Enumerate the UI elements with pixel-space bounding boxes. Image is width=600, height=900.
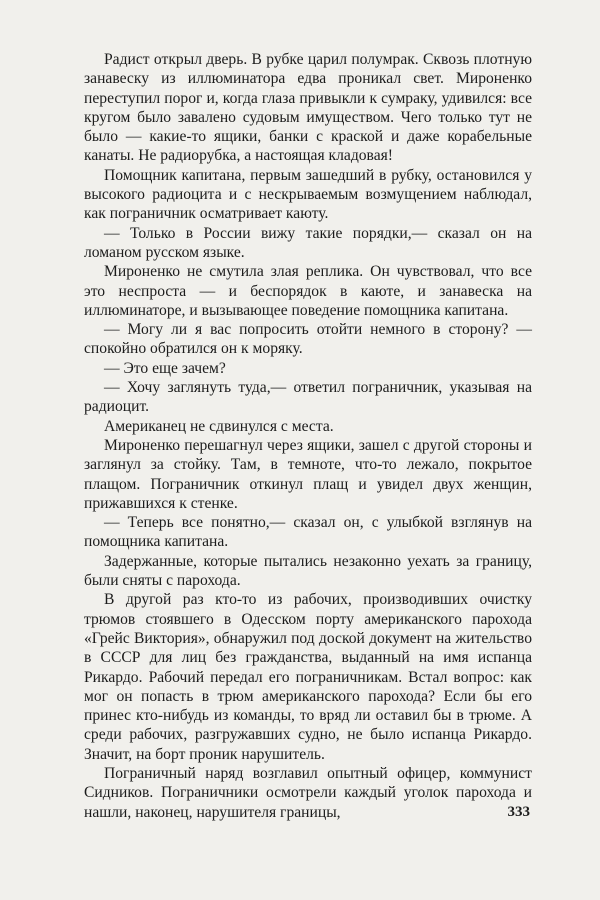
paragraph-10: — Теперь все понятно,— сказал он, с улыбкой взглянув на помощника капитана. <box>84 514 532 551</box>
paragraph-7: — Хочу заглянуть туда,— ответил пограничник, указывая на радиоцит. <box>84 379 532 416</box>
paragraph-9: Мироненко перешагнул через ящики, зашел с другой стороны и заглянул за стойку. Там, в темноте, что-то лежало, покрытое плащом. Пограничник откинул плащ и увидел двух женщин, прижавшихся к стенке. <box>84 436 532 512</box>
paragraph-3: — Только в России вижу такие порядки,— сказал он на ломаном русском языке. <box>84 224 532 261</box>
page-number: 333 <box>507 804 530 820</box>
paragraph-4: Мироненко не смутила злая реплика. Он чувствовал, что все это неспроста — и беспорядок в каюте, и занавеска на иллюминаторе, и вызывающее поведение помощника капитана. <box>84 263 532 319</box>
paragraph-1: Радист открыл дверь. В рубке царил полумрак. Сквозь плотную занавеску из иллюминатора едва проникал свет. Мироненко переступил порог и, когда глаза привыкли к сумраку, удивился: все кругом было завалено судовым имуществом. Чего только тут не было — какие-то ящики, банки с краской и даже корабельные канаты. Не радиорубка, а настоящая кладовая! <box>84 51 532 165</box>
paragraph-5: — Могу ли я вас попросить отойти немного в сторону? — спокойно обратился он к моряку. <box>84 321 532 358</box>
paragraph-13: Пограничный наряд возглавил опытный офицер, коммунист Сидников. Пограничники осмотрели каждый уголок парохода и нашли, наконец, нарушителя границы, <box>84 764 532 821</box>
paragraph-11: Задержанные, которые пытались незаконно уехать за границу, были сняты с парохода. <box>84 552 532 590</box>
body-text <box>84 50 532 822</box>
paragraph-6: — Это еще зачем? <box>104 359 226 377</box>
paragraph-8: Американец не сдвинулся с места. <box>104 417 334 435</box>
paragraph-2: Помощник капитана, первым зашедший в рубку, остановился у высокого радиоцита и с нескрываемым возмущением наблюдал, как пограничник осматривает каюту. <box>84 166 532 223</box>
paragraph-12: В другой раз кто-то из рабочих, производивших очистку трюмов стоявшего в Одесском порту американского парохода «Грейс Виктория», обнаружил под доской документ на жительство в СССР для лиц без гражданства, выданный на имя испанца Рикардо. Рабочий передал его пограничникам. Встал вопрос: как мог он попасть в трюм американского парохода? Если бы его принес кто-нибудь из команды, то вряд ли оставил бы в трюме. А среди рабочих, разгружавших судно, не было испанца Рикардо. Значит, на борт проник нарушитель. <box>84 591 532 763</box>
